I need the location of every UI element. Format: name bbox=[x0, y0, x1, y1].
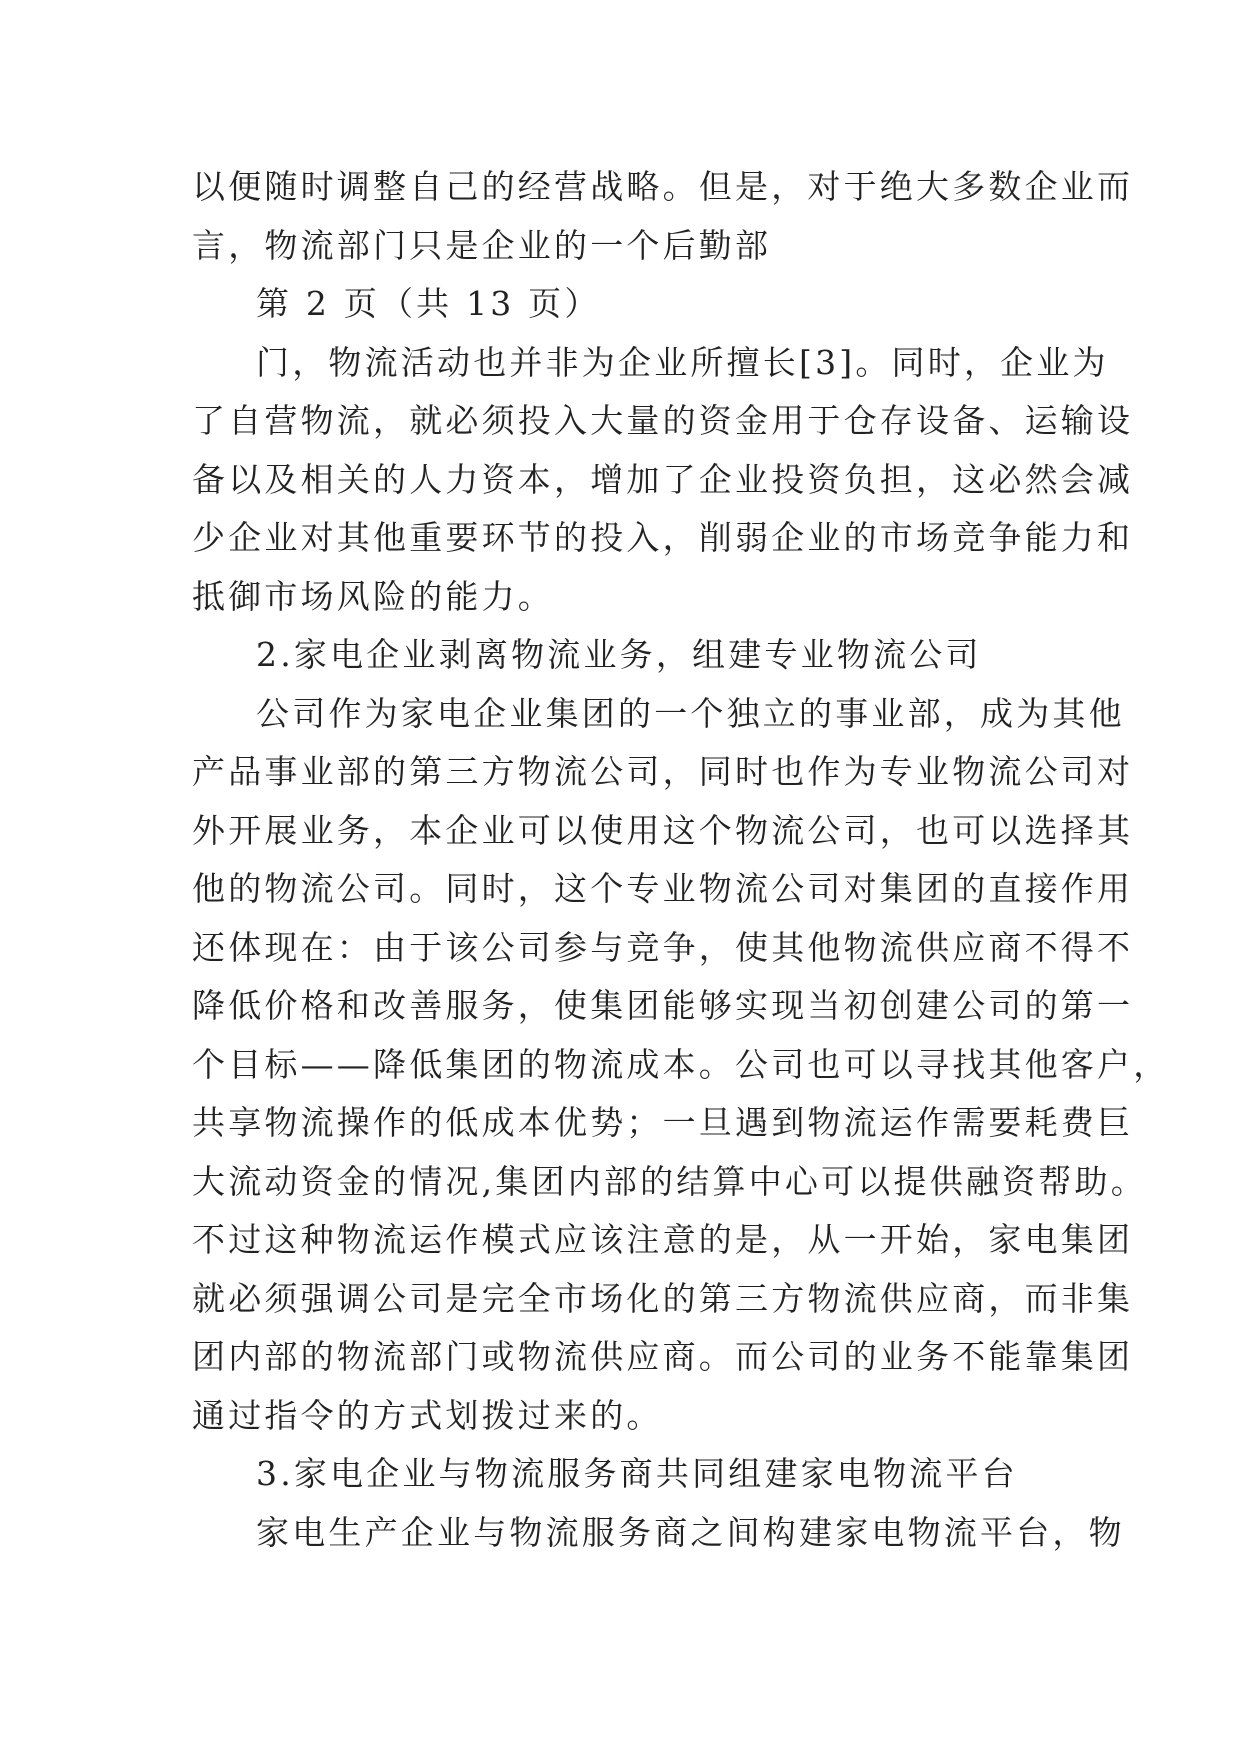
text-line: 门，物流活动也并非为企业所擅长[3]。同时，企业为 bbox=[256, 342, 1109, 382]
text-line: 还体现在：由于该公司参与竞争，使其他物流供应商不得不 bbox=[192, 927, 1134, 967]
text-line: 就必须强调公司是完全市场化的第三方物流供应商，而非集 bbox=[192, 1278, 1134, 1318]
text-line: 2.家电企业剥离物流业务，组建专业物流公司 bbox=[256, 635, 982, 674]
text-line: 第 2 页（共 13 页） bbox=[256, 284, 601, 323]
text-line: 抵御市场风险的能力。 bbox=[192, 576, 554, 616]
text-line: 以便随时调整自己的经营战略。但是，对于绝大多数企业而 bbox=[192, 167, 1134, 206]
text-line: 家电生产企业与物流服务商之间构建家电物流平台，物 bbox=[256, 1512, 1125, 1552]
text-line: 不过这种物流运作模式应该注意的是，从一开始，家电集团 bbox=[192, 1220, 1134, 1259]
text-line: 他的物流公司。同时，这个专业物流公司对集团的直接作用 bbox=[192, 869, 1134, 908]
text-line: 降低价格和改善服务，使集团能够实现当初创建公司的第一 bbox=[192, 986, 1134, 1025]
document-body bbox=[192, 158, 1170, 1562]
text-line: 个目标——降低集团的物流成本。公司也可以寻找其他客户， bbox=[192, 1044, 1170, 1084]
text-line: 通过指令的方式划拨过来的。 bbox=[192, 1395, 663, 1435]
text-line: 3.家电企业与物流服务商共同组建家电物流平台 bbox=[256, 1454, 1018, 1493]
text-line: 大流动资金的情况,集团内部的结算中心可以提供融资帮助。 bbox=[192, 1161, 1147, 1201]
text-line: 备以及相关的人力资本，增加了企业投资负担，这必然会减 bbox=[192, 459, 1134, 499]
text-line: 外开展业务，本企业可以使用这个物流公司，也可以选择其 bbox=[192, 810, 1134, 850]
text-line: 团内部的物流部门或物流供应商。而公司的业务不能靠集团 bbox=[192, 1337, 1134, 1376]
text-line: 公司作为家电企业集团的一个独立的事业部，成为其他 bbox=[256, 693, 1125, 733]
text-line: 产品事业部的第三方物流公司，同时也作为专业物流公司对 bbox=[192, 752, 1134, 791]
text-line: 少企业对其他重要环节的投入，削弱企业的市场竞争能力和 bbox=[192, 518, 1134, 557]
text-line: 共享物流操作的低成本优势；一旦遇到物流运作需要耗费巨 bbox=[192, 1103, 1134, 1142]
text-line: 言，物流部门只是企业的一个后勤部 bbox=[192, 225, 772, 265]
text-line: 了自营物流，就必须投入大量的资金用于仓存设备、运输设 bbox=[192, 401, 1134, 440]
